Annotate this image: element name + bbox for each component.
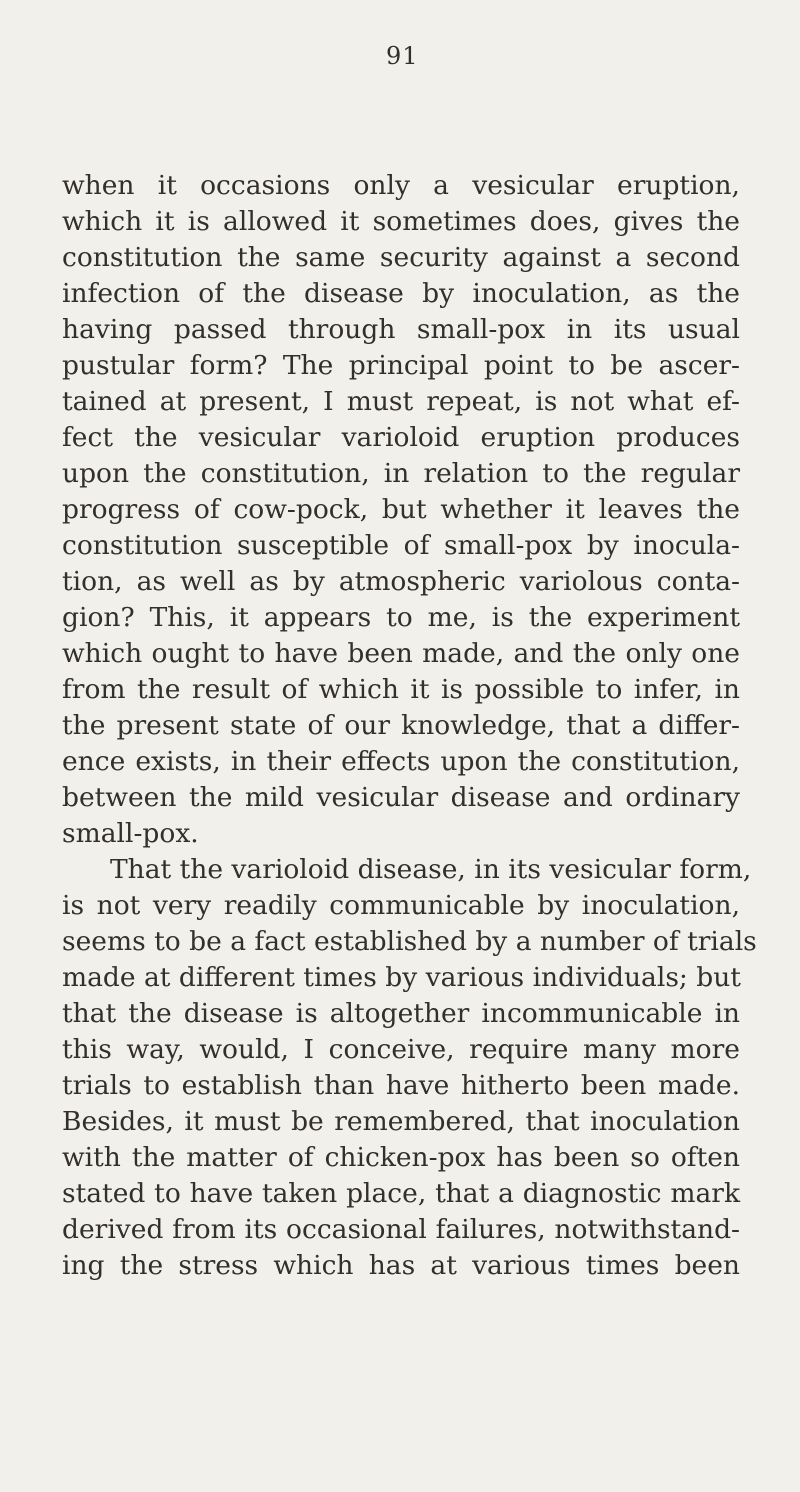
text-line: constitution the same security against a second: [62, 242, 740, 273]
text-line: tion, as well as by atmospheric variolous conta-: [62, 566, 740, 597]
text-line: ing the stress which has at various times been: [62, 1250, 740, 1281]
text-line: gion? This, it appears to me, is the experiment: [62, 602, 740, 633]
text-line: which ought to have been made, and the only one: [62, 638, 740, 669]
text-line: fect the vesicular varioloid eruption produces: [62, 422, 740, 453]
text-line: ence exists, in their effects upon the constitution,: [62, 746, 740, 777]
text-line: when it occasions only a vesicular eruption,: [62, 170, 740, 201]
text-line: is not very readily communicable by inoculation,: [62, 890, 740, 921]
text-line: derived from its occasional failures, notwithstand-: [62, 1214, 740, 1245]
text-line: progress of cow-pock, but whether it leaves the: [62, 494, 740, 525]
text-line: with the matter of chicken-pox has been so often: [62, 1142, 740, 1173]
text-line: seems to be a fact established by a number of trials: [62, 926, 757, 957]
text-line: made at different times by various individuals; but: [62, 962, 741, 993]
text-line: stated to have taken place, that a diagnostic mark: [62, 1178, 740, 1209]
text-line: between the mild vesicular disease and ordinary: [62, 782, 740, 813]
text-line: upon the constitution, in relation to the regular: [62, 458, 740, 489]
text-line: pustular form? The principal point to be ascer-: [62, 350, 740, 381]
text-line: which it is allowed it sometimes does, gives the: [62, 206, 740, 237]
text-line: this way, would, I conceive, require many more: [62, 1034, 740, 1065]
page-number: 91: [386, 42, 419, 70]
text-line: the present state of our knowledge, that a differ-: [62, 710, 740, 741]
text-line: tained at present, I must repeat, is not what ef-: [62, 386, 740, 417]
text-line: constitution susceptible of small-pox by inocula-: [62, 530, 740, 561]
text-line: having passed through small-pox in its usual: [62, 314, 740, 345]
text-line: trials to establish than have hitherto been made.: [62, 1070, 740, 1101]
text-line: that the disease is altogether incommunicable in: [62, 998, 740, 1029]
text-line: infection of the disease by inoculation, as the: [62, 278, 740, 309]
text-line: from the result of which it is possible to infer, in: [62, 674, 740, 705]
text-line: That the varioloid disease, in its vesicular form,: [110, 854, 752, 885]
text-line: small-pox.: [62, 818, 199, 849]
text-line: Besides, it must be remembered, that inoculation: [62, 1106, 740, 1137]
